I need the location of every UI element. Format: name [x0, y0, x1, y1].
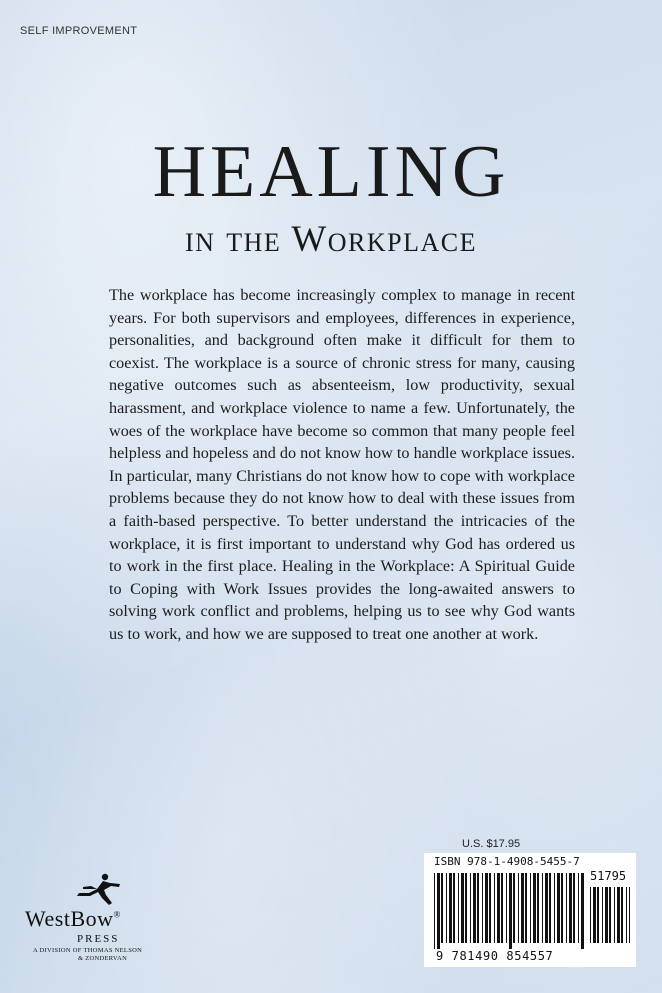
publisher-division-line2: & ZONDERVAN: [78, 955, 128, 962]
publisher-name: WestBow®: [25, 906, 121, 931]
book-subtitle: in the Workplace: [185, 219, 477, 260]
category-label: SELF IMPROVEMENT: [20, 25, 138, 37]
publisher-press: PRESS: [77, 933, 120, 945]
back-cover-blurb: The workplace has become increasingly complex to manage in recent years. For both supervisors and employees, differences in experience, personalities, and background often make it difficult for them to coexist. The workplace is a source of chronic stress for many, causing negative outcomes such as absenteeism, low productivity, sexual harassment, and workplace violence to name a few. Unfortunately, the woes of the workplace have become so common that many people feel helpless and hopeless and do not know how to handle workplace issues. In particular, many Christians do not know how to cope with workplace problems because they do not know how to deal with these issues from a faith-based perspective. To better understand the intricacies of the workplace, it is first important to understand why God has ordered us to work in the first place. Healing in the Workplace: A Spiritual Guide to Coping with Work Issues provides the long-awaited answers to solving work conflict and problems, helping us to see why God wants us to work, and how we are supposed to treat one another at work.: [109, 286, 575, 643]
isbn-text: ISBN 978-1-4908-5455-7: [434, 855, 580, 868]
ean-bars: [434, 873, 584, 949]
isbn-barcode: [424, 853, 636, 967]
price-label: U.S. $17.95: [462, 838, 521, 850]
ean-digits: 9 781490 854557: [436, 949, 554, 963]
publisher-division-line1: A DIVISION OF THOMAS NELSON: [33, 947, 143, 954]
publisher-logo: [23, 873, 173, 963]
price-code: 51795: [590, 869, 627, 883]
addon-bars: [590, 887, 630, 949]
book-title: HEALING: [152, 131, 510, 213]
